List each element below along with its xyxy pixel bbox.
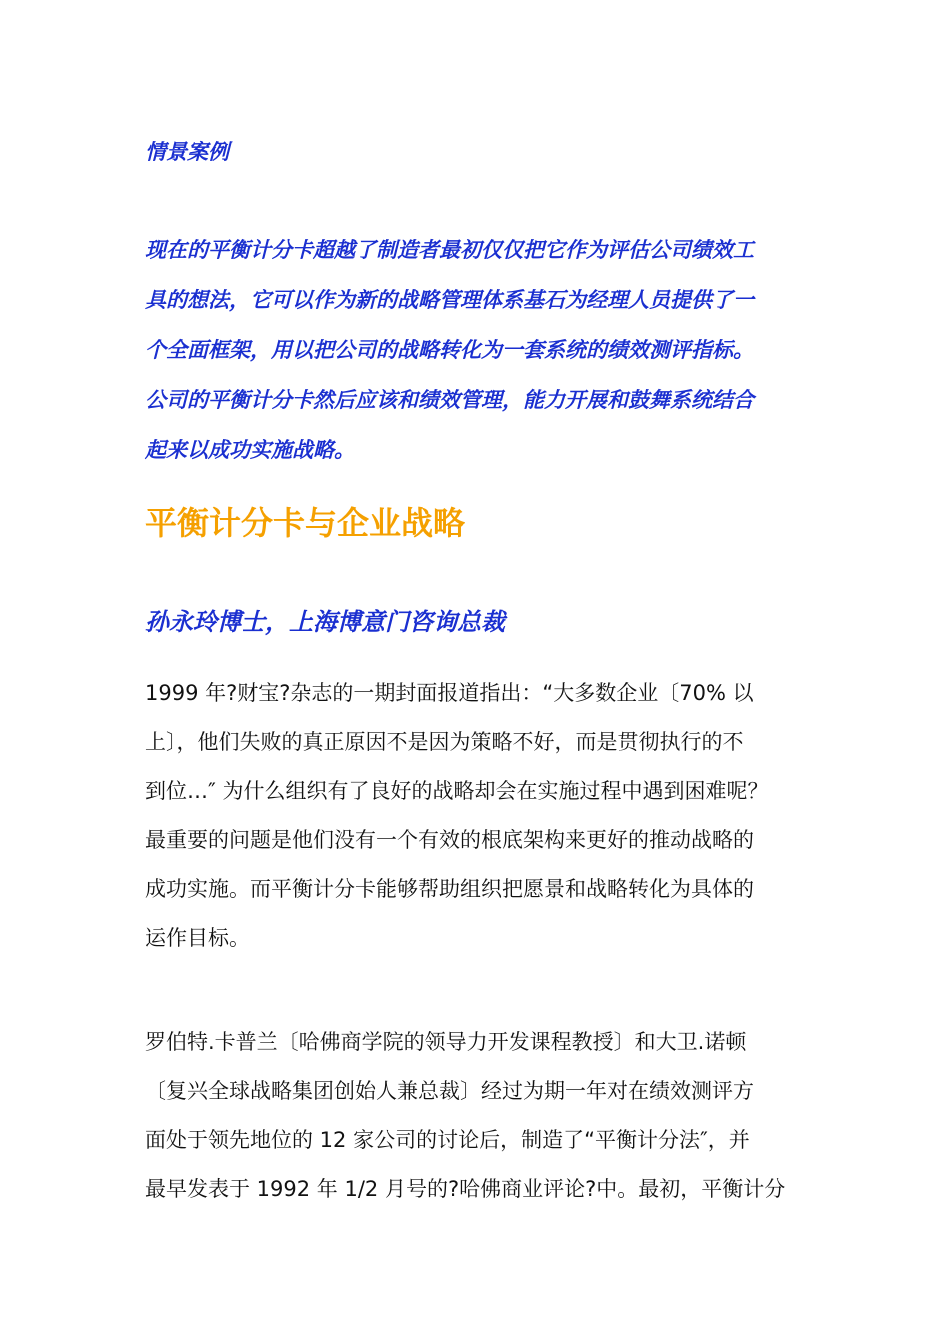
- author-byline: 孙永玲博士，上海博意门咨询总裁: [145, 608, 505, 636]
- body-line: 最重要的问题是他们没有一个有效的根底架构来更好的推动战略的: [145, 828, 754, 852]
- body-line: 成功实施。而平衡计分卡能够帮助组织把愿景和战略转化为具体的: [145, 877, 754, 901]
- body-line: 1999 年?财宝?杂志的一期封面报道指出：“大多数企业〔70% 以: [145, 681, 754, 705]
- body-paragraph-1: [145, 674, 815, 968]
- body-line: 运作目标。: [145, 926, 250, 950]
- intro-line: 公司的平衡计分卡然后应该和绩效管理，能力开展和鼓舞系统结合: [145, 388, 754, 412]
- body-line: 上〕，他们失败的真正原因不是因为策略不好，而是贯彻执行的不: [145, 730, 744, 754]
- body-line: 〔复兴全球战略集团创始人兼总裁〕经过为期一年对在绩效测评方: [145, 1079, 754, 1103]
- body-line: 面处于领先地位的 12 家公司的讨论后，制造了“平衡计分法″，并: [145, 1128, 750, 1152]
- body-paragraph-2: [145, 1023, 815, 1219]
- intro-line: 具的想法，它可以作为新的战略管理体系基石为经理人员提供了一: [145, 288, 754, 312]
- body-line: 罗伯特.卡普兰〔哈佛商学院的领导力开发课程教授〕和大卫.诺顿: [145, 1030, 747, 1054]
- intro-line: 现在的平衡计分卡超越了制造者最初仅仅把它作为评估公司绩效工: [145, 238, 754, 262]
- main-title: 平衡计分卡与企业战略: [145, 504, 466, 542]
- intro-paragraph: [145, 231, 825, 481]
- intro-line: 个全面框架，用以把公司的战略转化为一套系统的绩效测评指标。: [145, 338, 754, 362]
- body-line: 最早发表于 1992 年 1/2 月号的?哈佛商业评论?中。最初，平衡计分: [145, 1177, 786, 1201]
- intro-line: 起来以成功实施战略。: [145, 438, 355, 462]
- body-line: 到位…″ 为什么组织有了良好的战略却会在实施过程中遇到困难呢？: [145, 779, 769, 803]
- scenario-label: 情景案例: [145, 140, 229, 164]
